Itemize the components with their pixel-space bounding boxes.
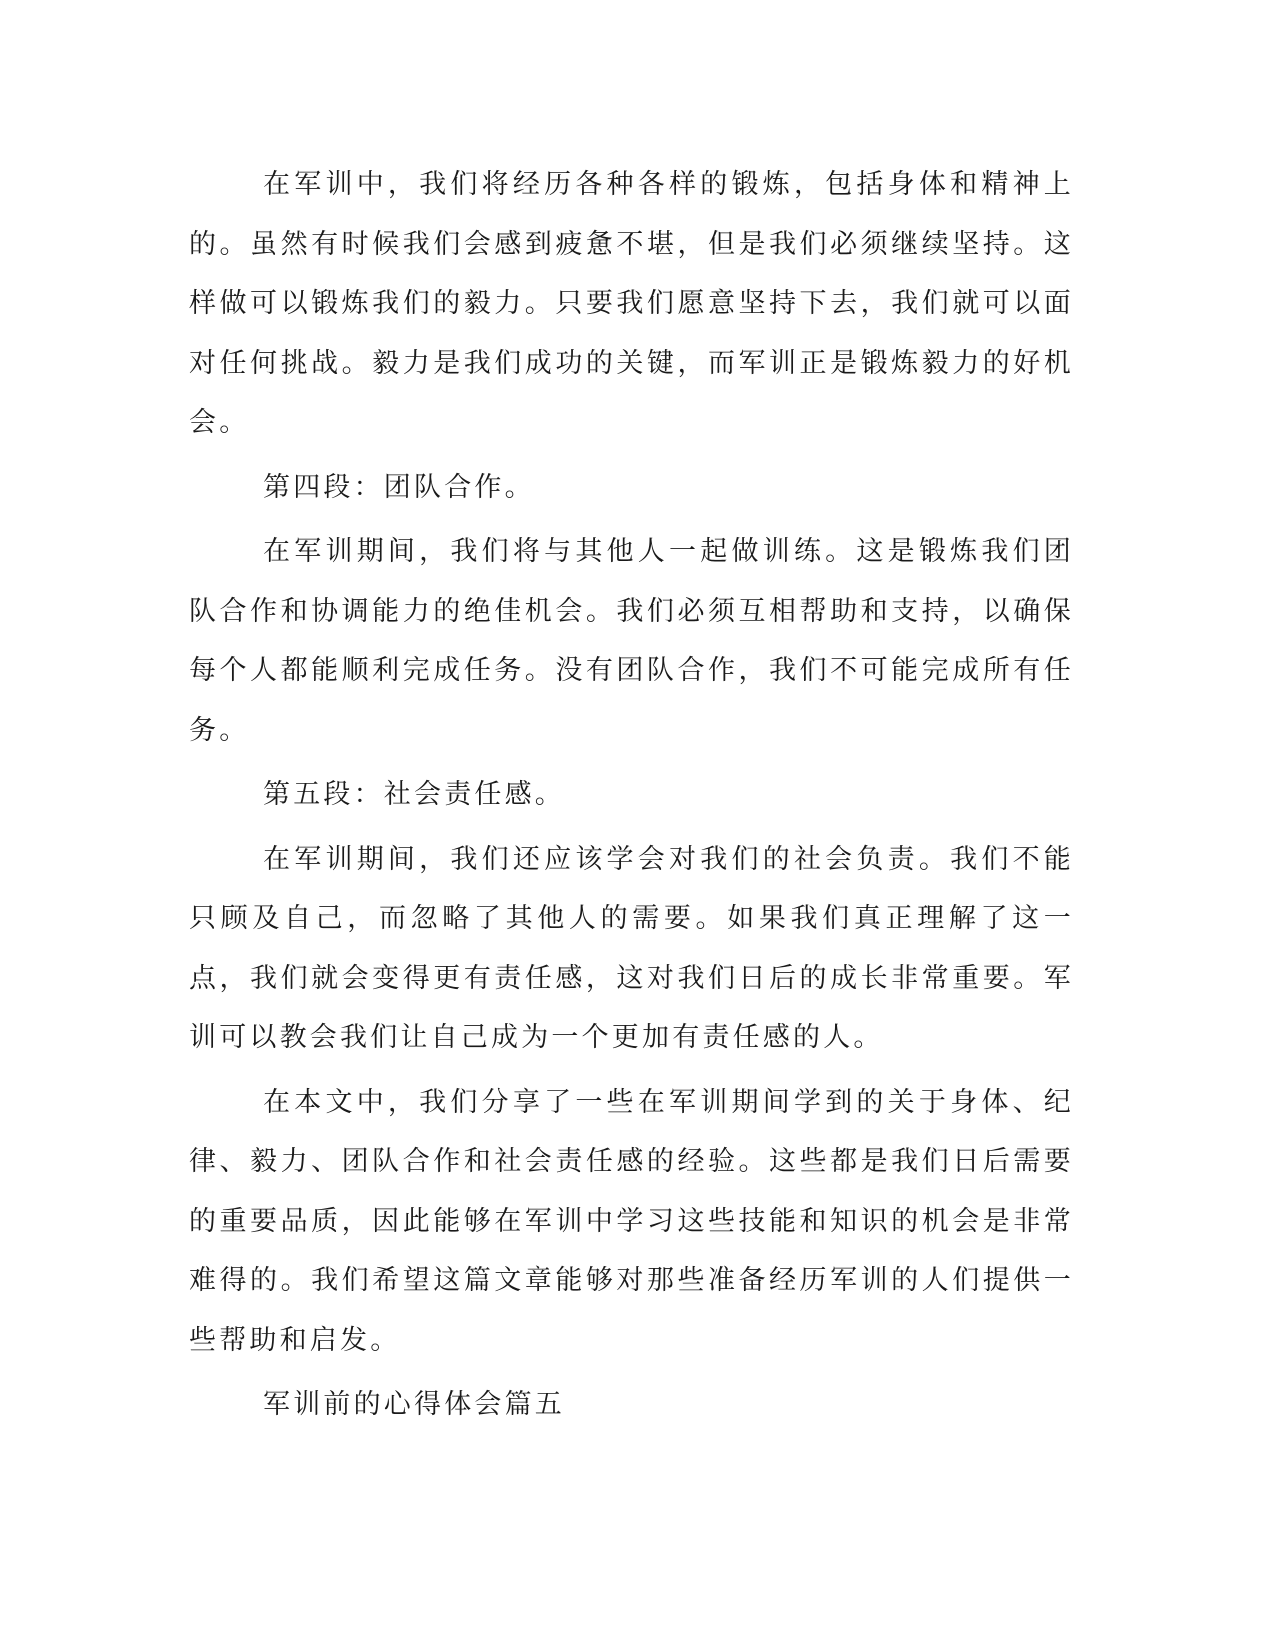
paragraph-social-responsibility: 在军训期间，我们还应该学会对我们的社会负责。我们不能只顾及自己，而忽略了其他人的需要。如果我们真正理解了这一点，我们就会变得更有责任感，这对我们日后的成长非常重要。军训可以教会我们让自己成为一个更加有责任感的人。 <box>189 843 1074 1053</box>
paragraph-perseverance: 在军训中，我们将经历各种各样的锻炼，包括身体和精神上的。虽然有时候我们会感到疲惫不堪，但是我们必须继续坚持。这样做可以锻炼我们的毅力。只要我们愿意坚持下去，我们就可以面对任何挑战。毅力是我们成功的关键，而军训正是锻炼毅力的好机会。 <box>189 169 1074 438</box>
section-heading-social-responsibility: 第五段：社会责任感。 <box>263 779 565 810</box>
section-heading-teamwork: 第四段：团队合作。 <box>263 471 535 503</box>
paragraph-conclusion: 在本文中，我们分享了一些在军训期间学到的关于身体、纪律、毅力、团队合作和社会责任感的经验。这些都是我们日后需要的重要品质，因此能够在军训中学习这些技能和知识的机会是非常难得的。我们希望这篇文章能够对那些准备经历军训的人们提供一些帮助和启发。 <box>189 1086 1074 1356</box>
paragraph-teamwork: 在军训期间，我们将与其他人一起做训练。这是锻炼我们团队合作和协调能力的绝佳机会。我们必须互相帮助和支持，以确保每个人都能顺利完成任务。没有团队合作，我们不可能完成所有任务。 <box>189 536 1074 746</box>
document-body <box>189 155 1074 1440</box>
article-title-part-five: 军训前的心得体会篇五 <box>263 1389 565 1420</box>
